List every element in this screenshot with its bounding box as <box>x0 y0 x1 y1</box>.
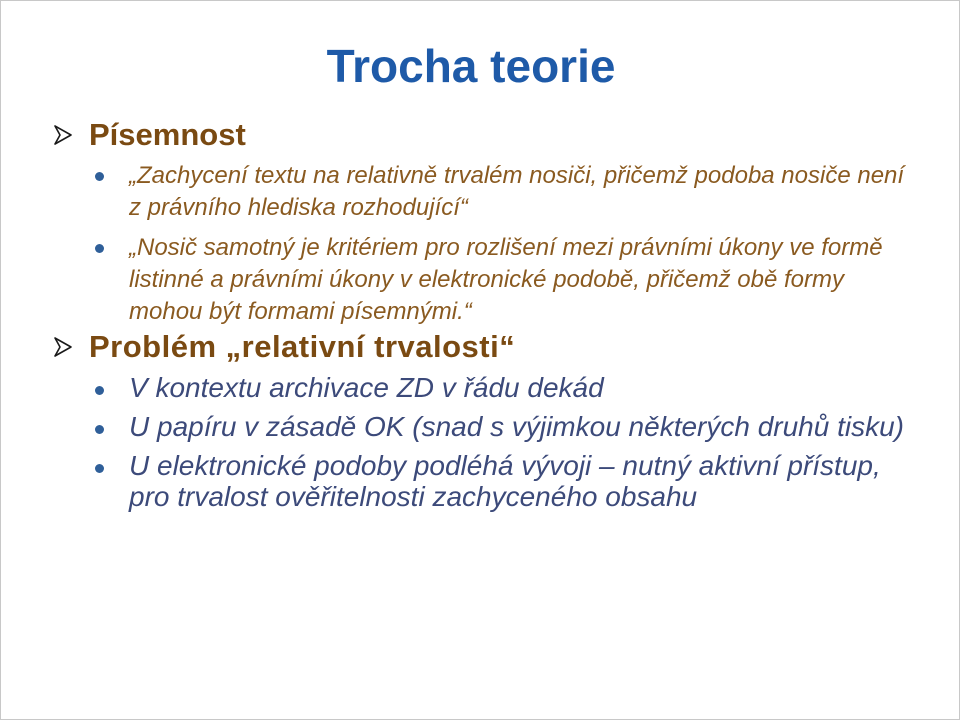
section-heading-problem <box>53 330 913 364</box>
list-item-text: „Nosič samotný je kritériem pro rozlišení mezi právními úkony ve formě listinné a právními úkony v elektronické podobě, přičemž obě formy mohou být formami písemnými.“ <box>129 234 883 325</box>
list-item-text: „Zachycení textu na relativně trvalém nosiči, přičemž podoba nosiče není z právního hlediska rozhodující“ <box>129 162 905 221</box>
slide-content <box>53 118 913 520</box>
section-heading-label: Problém „relativní trvalosti“ <box>89 329 516 364</box>
bullet-dot-icon <box>95 244 104 253</box>
list-item <box>53 232 913 328</box>
list-item-text: U papíru v zásadě OK (snad s výjimkou některých druhů tisku) <box>129 411 905 442</box>
list-item <box>53 372 913 403</box>
list-item-text: U elektronické podoby podléhá vývoji – nutný aktivní přístup, pro trvalost ověřitelnosti zachyceného obsahu <box>129 450 881 512</box>
bullet-dot-icon <box>95 172 104 181</box>
section-heading-pisemnost <box>53 118 913 152</box>
section-heading-label: Písemnost <box>89 117 246 152</box>
arrow-bullet-icon <box>53 124 73 146</box>
list-item <box>53 411 913 442</box>
arrow-bullet-icon <box>53 336 73 358</box>
bullet-dot-icon <box>95 464 104 473</box>
bullet-dot-icon <box>95 425 104 434</box>
list-item <box>53 160 913 224</box>
list-item <box>53 450 913 512</box>
list-item-text: V kontextu archivace ZD v řádu dekád <box>129 372 604 403</box>
slide-title: Trocha teorie <box>326 40 616 92</box>
bullet-dot-icon <box>95 386 104 395</box>
